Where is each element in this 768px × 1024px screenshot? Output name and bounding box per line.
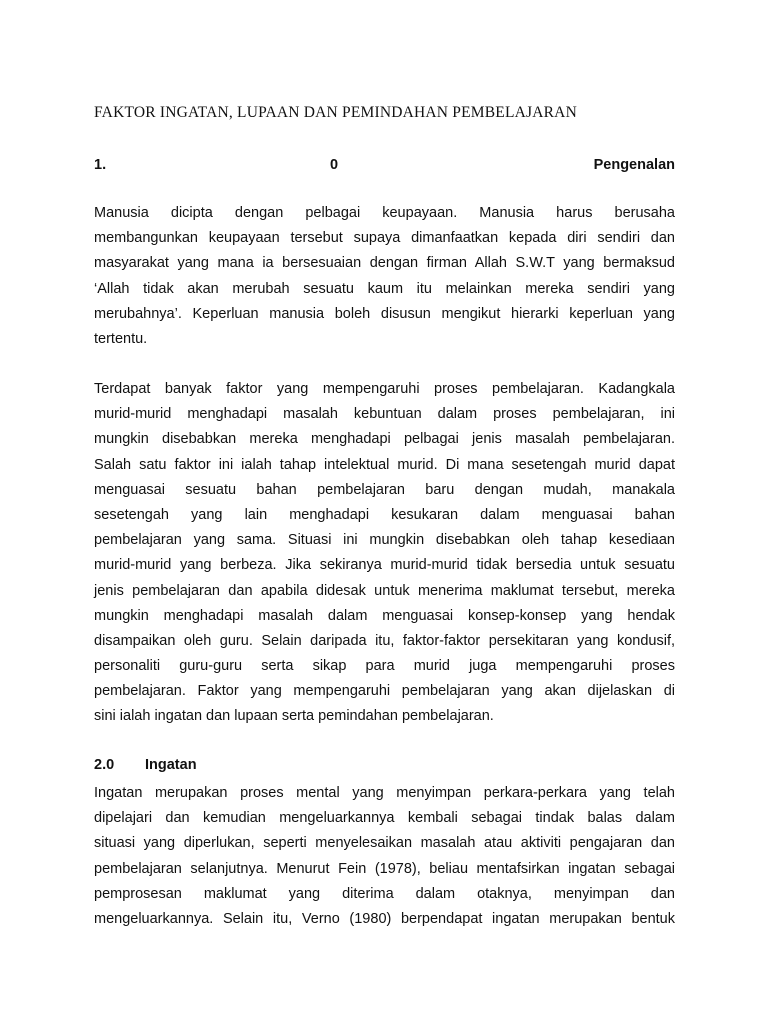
- paragraph-line: murid-murid menghadapi masalah kebuntuan dalam proses pembelajaran, ini: [94, 406, 675, 423]
- paragraph-line: situasi yang diperlukan, seperti menyelesaikan masalah atau aktiviti pengajaran dan: [94, 835, 675, 852]
- paragraph-line: tertentu.: [94, 330, 148, 347]
- section-2-title: Ingatan: [145, 757, 197, 773]
- paragraph-line: membangunkan keupayaan tersebut supaya dimanfaatkan kepada diri sendiri dan: [94, 230, 675, 247]
- paragraph-line: Salah satu faktor ini ialah tahap intelektual murid. Di mana sesetengah murid dapat: [94, 456, 675, 473]
- paragraph-line: pembelajaran selanjutnya. Menurut Fein (1978), beliau mentafsirkan ingatan sebagai: [94, 860, 675, 877]
- section-2-number: 2.0: [94, 757, 115, 773]
- paragraph-line: masyarakat yang mana ia bersesuaian dengan firman Allah S.W.T yang bermaksud: [94, 255, 675, 272]
- paragraph-line: jenis pembelajaran dan apabila didesak untuk menerima maklumat tersebut, mereka: [94, 582, 675, 599]
- paragraph-line: Ingatan merupakan proses mental yang menyimpan perkara-perkara yang telah: [94, 785, 675, 801]
- paragraph-line: Manusia dicipta dengan pelbagai keupayaan. Manusia harus berusaha: [94, 205, 675, 221]
- paragraph-line: mungkin menghadapi masalah dalam menguasai konsep-konsep yang hendak: [94, 607, 675, 624]
- document-title: FAKTOR INGATAN, LUPAAN DAN PEMINDAHAN PEMBELAJARAN: [94, 104, 577, 121]
- paragraph-line: pembelajaran yang sama. Situasi ini mungkin disebabkan oleh tahap kesediaan: [94, 532, 675, 549]
- paragraph-line: ‘Allah tidak akan merubah sesuatu kaum itu melainkan mereka sendiri yang: [94, 280, 675, 297]
- paragraph-1: [94, 201, 675, 352]
- paragraph-line: mengeluarkannya. Selain itu, Verno (1980) berpendapat ingatan merupakan bentuk: [94, 910, 675, 927]
- paragraph-line: sesetengah yang lain menghadapi kesukaran dalam menguasai bahan: [94, 506, 675, 523]
- paragraph-line: mungkin disebabkan mereka menghadapi pelbagai jenis masalah pembelajaran.: [94, 431, 675, 448]
- paragraph-line: personaliti guru-guru serta sikap para murid juga mempengaruhi proses: [94, 658, 675, 675]
- section-1-subnumber: 0: [330, 157, 339, 173]
- paragraph-line: disampaikan oleh guru. Selain daripada itu, faktor-faktor persekitaran yang kondusif,: [94, 632, 675, 649]
- section-1-heading: [94, 157, 675, 177]
- paragraph-line: dipelajari dan kemudian mengeluarkannya kembali sebagai tindak balas dalam: [94, 810, 675, 827]
- paragraph-line: pembelajaran. Faktor yang mempengaruhi pembelajaran yang akan dijelaskan di: [94, 683, 675, 700]
- section-1-number: 1.: [94, 157, 107, 173]
- paragraph-line: merubahnya’. Keperluan manusia boleh disusun mengikut hierarki keperluan yang: [94, 305, 675, 322]
- paragraph-3: [94, 781, 675, 932]
- section-1-title: Pengenalan: [593, 157, 675, 173]
- paragraph-line: murid-murid yang berbeza. Jika sekiranya murid-murid tidak bersedia untuk sesuatu: [94, 557, 675, 574]
- paragraph-2: [94, 377, 675, 730]
- paragraph-line: menguasai sesuatu bahan pembelajaran baru dengan mudah, manakala: [94, 481, 675, 498]
- paragraph-line: sini ialah ingatan dan lupaan serta pemindahan pembelajaran.: [94, 708, 494, 725]
- paragraph-line: Terdapat banyak faktor yang mempengaruhi proses pembelajaran. Kadangkala: [94, 381, 675, 397]
- paragraph-line: pemprosesan maklumat yang diterima dalam otaknya, menyimpan dan: [94, 885, 675, 902]
